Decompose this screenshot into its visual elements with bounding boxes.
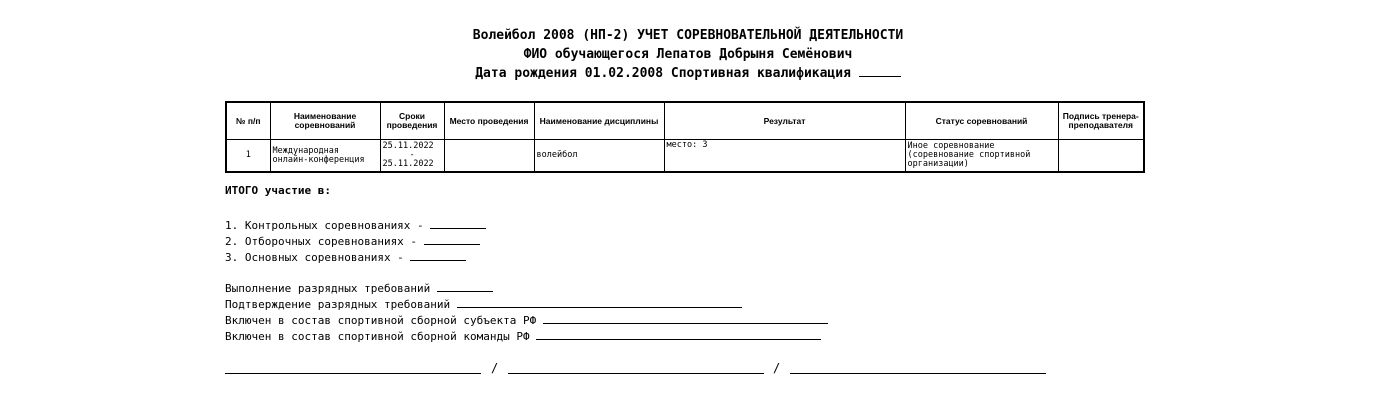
qualification-blank: [859, 64, 901, 77]
cell-result: место: 3: [664, 140, 905, 173]
date-start: 25.11.2022: [382, 141, 434, 151]
cell-status: Иное соревнование (соревнование спортивной организации): [905, 140, 1058, 173]
summary-item-control: 1. Контрольных соревнованиях -: [225, 216, 486, 234]
column-header-status: Статус соревнований: [905, 102, 1058, 140]
table-row: [226, 140, 1144, 173]
rank-confirmation-blank: [457, 295, 742, 308]
summary-item-qualifying: 2. Отборочных соревнованиях -: [225, 232, 480, 250]
requirement-regional-team: Включен в состав спортивной сборной субъекта РФ: [225, 311, 828, 329]
column-header-competition-name: Наименование соревнований: [270, 102, 380, 140]
national-team-blank: [536, 327, 821, 340]
cell-number: 1: [226, 140, 270, 173]
date-end: 25.11.2022: [382, 159, 434, 169]
column-header-result: Результат: [664, 102, 905, 140]
signature-blank-2: [508, 373, 764, 374]
column-header-discipline: Наименование дисциплины: [534, 102, 664, 140]
rank-fulfilment-blank: [437, 279, 493, 292]
column-header-place: Место проведения: [444, 102, 534, 140]
birth-qualification-line: Дата рождения 01.02.2008 Спортивная квалификация: [0, 64, 1376, 83]
cell-place: [444, 140, 534, 173]
requirement-rank-confirmation: Подтверждение разрядных требований: [225, 295, 742, 313]
student-name-line: ФИО обучающегося Лепатов Добрыня Семёнович: [523, 47, 853, 62]
signature-line: [225, 361, 1055, 377]
document-header: [0, 26, 1376, 83]
control-blank: [430, 216, 486, 229]
requirement-rank-fulfilment: Выполнение разрядных требований: [225, 279, 493, 297]
cell-coach-signature: [1058, 140, 1144, 173]
column-header-number: № п/п: [226, 102, 270, 140]
qualifying-blank: [424, 232, 480, 245]
column-header-coach-signature: Подпись тренера-преподавателя: [1058, 102, 1144, 140]
table-header-row: [226, 102, 1144, 140]
cell-dates: [380, 140, 444, 173]
date-separator: -: [409, 150, 415, 160]
signature-blank-1: [225, 373, 481, 374]
signature-separator-2: /: [773, 361, 781, 375]
document-title: Волейбол 2008 (НП-2) УЧЕТ СОРЕВНОВАТЕЛЬНОЙ ДЕЯТЕЛЬНОСТИ: [472, 28, 904, 43]
cell-competition-name: Международная онлайн-конференция: [270, 140, 380, 173]
column-header-dates: Сроки проведения: [380, 102, 444, 140]
signature-blank-3: [790, 373, 1046, 374]
competition-table: [225, 101, 1145, 173]
summary-item-main: 3. Основных соревнованиях -: [225, 248, 466, 266]
cell-discipline: волейбол: [534, 140, 664, 173]
regional-team-blank: [543, 311, 828, 324]
main-blank: [410, 248, 466, 261]
requirement-national-team: Включен в состав спортивной сборной команды РФ: [225, 327, 821, 345]
summary-heading: ИТОГО участие в:: [225, 184, 331, 197]
signature-separator-1: /: [491, 361, 499, 375]
